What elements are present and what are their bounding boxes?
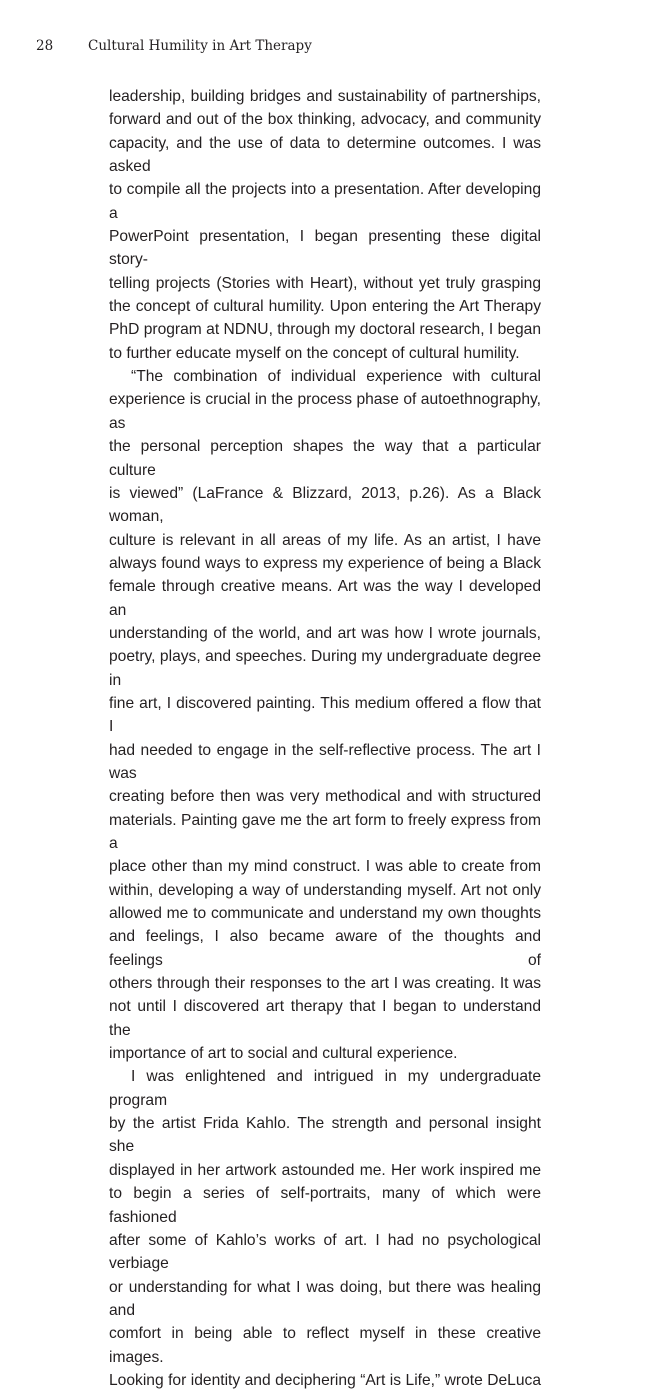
text-line: or understanding for what I was doing, but there was healing and xyxy=(109,1278,541,1319)
paragraph xyxy=(109,1065,541,1392)
text-line: to further educate myself on the concept of cultural humility. xyxy=(109,344,520,362)
text-line: to compile all the projects into a presentation. After developing a xyxy=(109,181,541,222)
text-line: I was enlightened and intrigued in my undergraduate program xyxy=(109,1068,541,1109)
text-line: leadership, building bridges and sustainability of partnerships, xyxy=(109,88,541,105)
text-line: experience is crucial in the process phase of autoethnography, as xyxy=(109,391,541,432)
text-line: forward and out of the box thinking, advocacy, and community xyxy=(109,111,541,129)
text-line: materials. Painting gave me the art form to freely express from a xyxy=(109,811,541,852)
paragraph xyxy=(109,365,541,1065)
text-line: culture is relevant in all areas of my life. As an artist, I have xyxy=(109,531,541,549)
text-line: after some of Kahlo’s works of art. I had no psychological verbiage xyxy=(109,1231,541,1273)
book-title: Cultural Humility in Art Therapy xyxy=(88,38,312,54)
running-head xyxy=(36,38,312,54)
text-line: not until I discovered art therapy that I began to understand the xyxy=(109,998,541,1039)
page-number: 28 xyxy=(36,38,54,54)
text-line: allowed me to communicate and understand my own thoughts xyxy=(109,905,541,923)
text-line: to begin a series of self-portraits, many of which were fashioned xyxy=(109,1185,541,1226)
text-line: displayed in her artwork astounded me. Her work inspired me xyxy=(109,1161,541,1179)
text-line: had needed to engage in the self-reflective process. The art I was xyxy=(109,741,541,782)
text-line: the concept of cultural humility. Upon entering the Art Therapy xyxy=(109,298,541,316)
text-line: always found ways to express my experience of being a Black xyxy=(109,554,541,572)
text-line: creating before then was very methodical and with structured xyxy=(109,788,541,806)
text-line: within, developing a way of understanding myself. Art not only xyxy=(109,881,541,899)
text-line: PowerPoint presentation, I began presenting these digital story- xyxy=(109,228,541,269)
body-text xyxy=(109,85,541,1392)
paragraph xyxy=(109,85,541,365)
text-line: others through their responses to the art I was creating. It was xyxy=(109,975,541,993)
text-line: understanding of the world, and art was how I wrote journals, xyxy=(109,624,541,642)
text-line: poetry, plays, and speeches. During my undergraduate degree in xyxy=(109,648,541,689)
text-line: Looking for identity and deciphering “Art is Life,” wrote DeLuca xyxy=(109,1371,541,1389)
text-line: female through creative means. Art was the way I developed an xyxy=(109,578,541,619)
text-line: PhD program at NDNU, through my doctoral research, I began xyxy=(109,321,541,339)
text-line: and feelings, I also became aware of the thoughts and feelings of xyxy=(109,928,541,969)
text-line: the personal perception shapes the way that a particular culture xyxy=(109,438,541,479)
text-line: “The combination of individual experience with cultural xyxy=(131,368,541,386)
text-line: place other than my mind construct. I was able to create from xyxy=(109,858,541,876)
text-line: capacity, and the use of data to determine outcomes. I was asked xyxy=(109,134,541,176)
text-line: fine art, I discovered painting. This medium offered a flow that I xyxy=(109,694,541,736)
text-line: telling projects (Stories with Heart), without yet truly grasping xyxy=(109,274,541,292)
text-line: is viewed” (LaFrance & Blizzard, 2013, p.26). As a Black woman, xyxy=(109,484,541,526)
text-line: comfort in being able to reflect myself in these creative images. xyxy=(109,1325,541,1366)
text-line: importance of art to social and cultural experience. xyxy=(109,1045,458,1063)
text-line: by the artist Frida Kahlo. The strength and personal insight she xyxy=(109,1115,541,1156)
